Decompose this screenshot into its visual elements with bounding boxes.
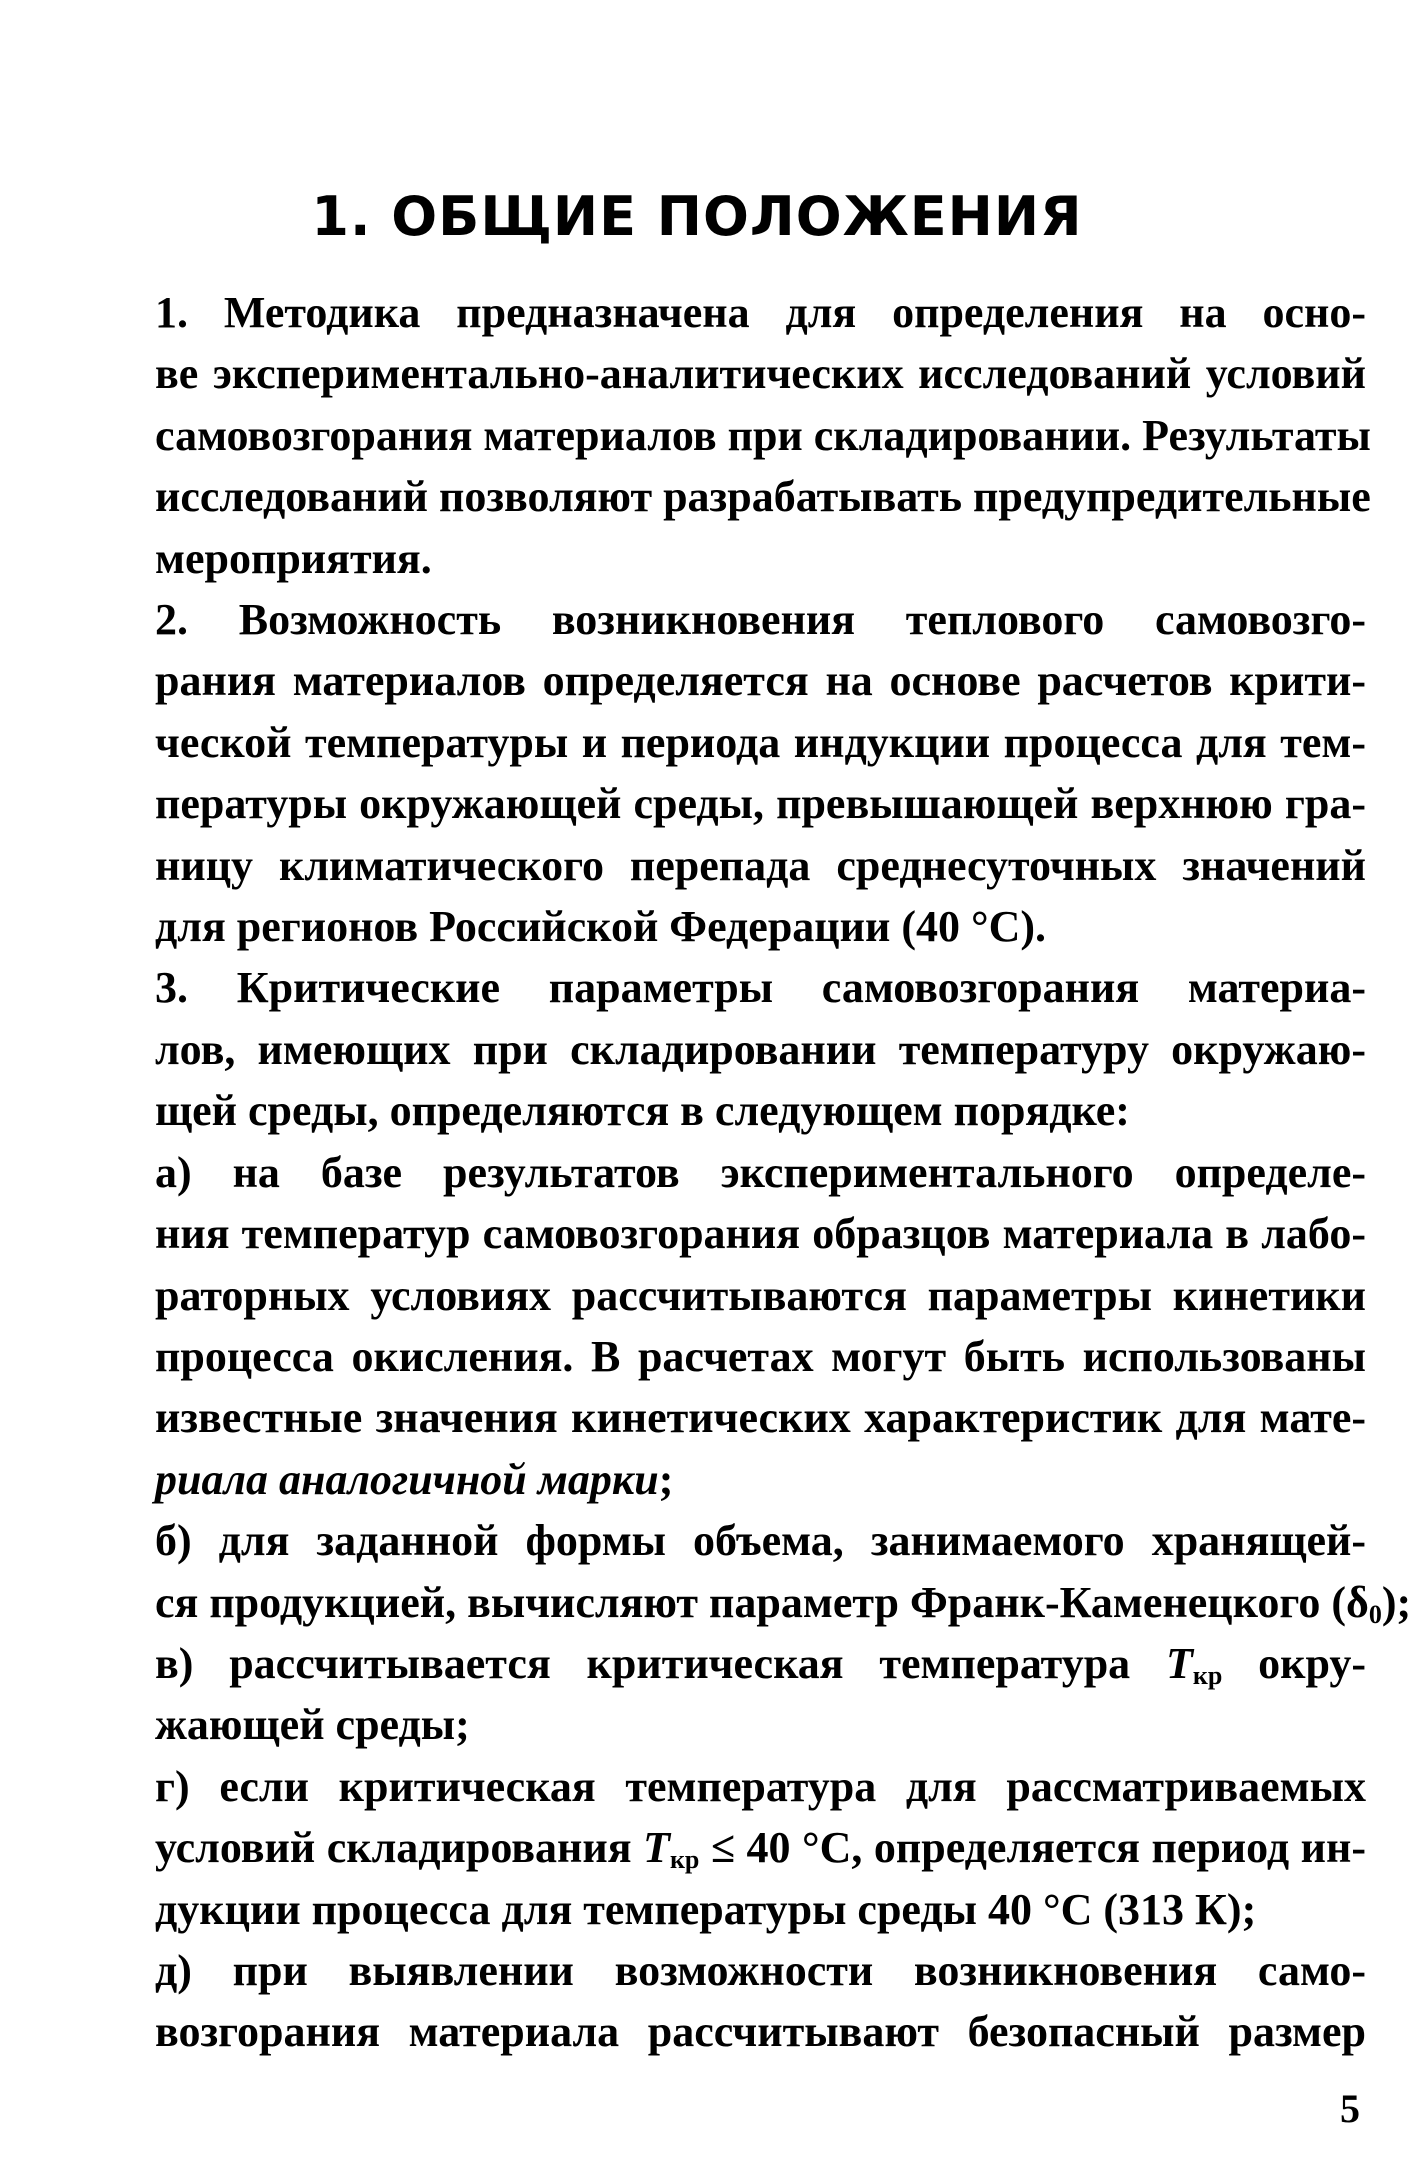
text-line: 3. Критические параметры самовозгорания материа-	[155, 963, 1366, 1013]
text-line	[30, 1449, 1366, 1510]
text-fragment: ≤ 40 °С, определяется период ин-	[699, 1823, 1366, 1873]
text-line: самовозгорания материалов при складировании. Результаты	[155, 410, 1371, 460]
text-line: ницу климатического перепада среднесуточных значений	[155, 840, 1366, 890]
paragraph-2	[30, 589, 1366, 957]
italic-text: риала аналогичной марки	[155, 1454, 659, 1504]
text-line	[30, 1817, 1366, 1878]
text-line: ческой температуры и периода индукции процесса для тем-	[155, 717, 1366, 767]
text-line: г) если критическая температура для рассматриваемых	[155, 1761, 1366, 1811]
text-fragment: ся продукцией, вычисляют параметр Франк-Каменецкого (δ	[155, 1577, 1369, 1627]
subscript: кр	[1192, 1660, 1223, 1690]
text-line: 1. Методика предназначена для определения на осно-	[155, 288, 1366, 337]
text-fragment: ;	[658, 1454, 674, 1504]
text-line: процесса окисления. В расчетах могут быть использованы	[155, 1331, 1366, 1381]
text-line: возгорания материала рассчитывают безопасный размер	[155, 2007, 1366, 2057]
section-heading: 1. ОБЩИЕ ПОЛОЖЕНИЯ	[311, 185, 1083, 248]
list-item-a	[30, 1142, 1366, 1510]
list-item-b	[30, 1510, 1411, 1633]
text-fragment: окру-	[1222, 1638, 1366, 1688]
text-fragment: в) рассчитывается критическая температура	[155, 1638, 1166, 1688]
text-line: ве экспериментально-аналитических исследований условий	[155, 349, 1366, 399]
text-line: мероприятия.	[155, 533, 432, 583]
text-line: д) при выявлении возможности возникновения само-	[155, 1945, 1366, 1995]
list-item-g	[30, 1756, 1366, 1940]
subscript: кр	[669, 1845, 700, 1875]
variable-symbol: Т	[1165, 1638, 1193, 1688]
list-item-v	[30, 1633, 1366, 1756]
list-item-d	[30, 1940, 1366, 2063]
page-number: 5	[1340, 2086, 1360, 2131]
text-line: жающей среды;	[155, 1700, 470, 1750]
text-line	[30, 1633, 1366, 1694]
paragraph-3	[30, 957, 1366, 1141]
text-line: раторных условиях рассчитываются параметры кинетики	[155, 1270, 1366, 1320]
text-fragment: условий складирования	[155, 1823, 644, 1873]
body-text	[30, 282, 1411, 2063]
text-line: ния температур самовозгорания образцов материала в лабо-	[155, 1209, 1366, 1259]
text-line: для регионов Российской Федерации (40 °С).	[155, 902, 1047, 952]
text-fragment: );	[1381, 1577, 1411, 1627]
text-line: исследований позволяют разрабатывать предупредительные	[155, 472, 1371, 522]
paragraph-1	[30, 282, 1371, 589]
variable-symbol: Т	[643, 1823, 670, 1873]
subscript: 0	[1368, 1599, 1382, 1629]
text-line: рания материалов определяется на основе расчетов крити-	[155, 656, 1366, 706]
text-line: пературы окружающей среды, превышающей верхнюю гра-	[155, 779, 1366, 829]
text-line: а) на базе результатов экспериментального определе-	[155, 1147, 1366, 1197]
text-line: известные значения кинетических характеристик для мате-	[155, 1393, 1366, 1443]
text-line: 2. Возможность возникновения теплового самовозго-	[155, 595, 1366, 645]
text-line: щей среды, определяются в следующем порядке:	[155, 1086, 1130, 1136]
text-line: дукции процесса для температуры среды 40 °С (313 К);	[155, 1884, 1257, 1934]
text-line	[30, 1572, 1411, 1633]
text-line: лов, имеющих при складировании температуру окружаю-	[155, 1024, 1366, 1074]
text-line: б) для заданной формы объема, занимаемого хранящей-	[155, 1516, 1366, 1566]
